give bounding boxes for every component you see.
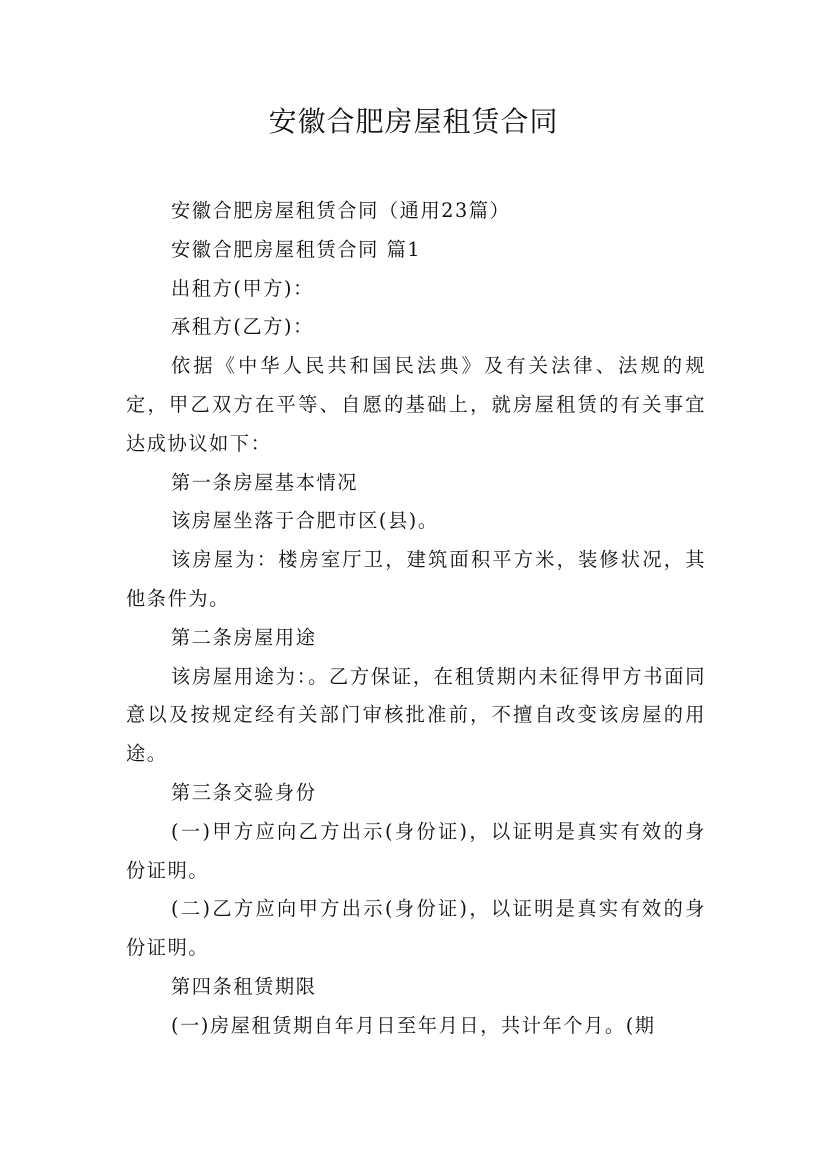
article-3-item-2: (二)乙方应向甲方出示(身份证)，以证明是真实有效的身份证明。: [126, 897, 706, 960]
doc-subtitle: 安徽合肥房屋租赁合同（通用23篇）: [171, 199, 511, 222]
article-2-usage: 该房屋用途为：。乙方保证，在租赁期内未征得甲方书面同意以及按规定经有关部门审核批准前，不擅自改变该房屋的用途。: [126, 664, 706, 766]
document-body: [126, 192, 706, 1046]
article-4-heading: 第四条租赁期限: [171, 974, 317, 998]
article-1-heading: 第一条房屋基本情况: [171, 470, 359, 494]
lessee-line: 承租方(乙方)：: [171, 315, 314, 339]
preamble-paragraph: 依据《中华人民共和国民法典》及有关法律、法规的规定，甲乙双方在平等、自愿的基础上，就房屋租赁的有关事宜达成协议如下：: [126, 354, 706, 455]
page-title: 安徽合肥房屋租赁合同: [268, 105, 559, 138]
article-4-item-1: (一)房屋租赁期自年月日至年月日，共计年个月。(期: [171, 1013, 656, 1037]
section-heading-part-1: 安徽合肥房屋租赁合同 篇1: [171, 237, 422, 261]
article-3-heading: 第三条交验身份: [171, 780, 317, 804]
lessor-line: 出租方(甲方)：: [171, 276, 314, 300]
article-3-item-1: (一)甲方应向乙方出示(身份证)，以证明是真实有效的身份证明。: [126, 819, 706, 882]
article-1-location: 该房屋坐落于合肥市区(县)。: [171, 509, 439, 533]
article-2-heading: 第二条房屋用途: [171, 625, 317, 649]
article-1-details: 该房屋为：楼房室厅卫，建筑面积平方米，装修状况，其他条件为。: [126, 548, 706, 610]
